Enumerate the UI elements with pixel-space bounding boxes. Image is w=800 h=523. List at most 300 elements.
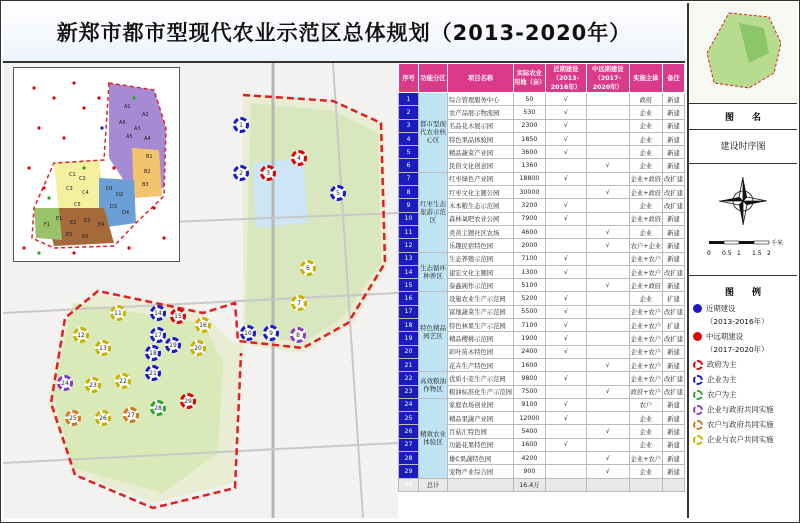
legend-sublabel: （2017-2020年） <box>706 345 769 354</box>
project-marker[interactable]: 19 <box>165 337 181 353</box>
long-term-check: √ <box>586 465 629 478</box>
inset-dot <box>42 186 45 189</box>
inset-zone-label: E3 <box>84 218 91 224</box>
row-number: 19 <box>399 332 419 345</box>
inset-zone-label: A2 <box>142 112 149 118</box>
project-marker[interactable]: 28 <box>150 400 166 416</box>
compass-scale <box>689 163 797 275</box>
long-term-check <box>586 332 629 345</box>
inset-zone-label: D2 <box>116 192 124 198</box>
overview-thumbnail <box>689 3 797 104</box>
thumbnail-map <box>689 3 797 103</box>
row-number: 1 <box>399 93 419 106</box>
figure-name: 建设时序图 <box>720 142 766 152</box>
implementing-body: 企业 <box>629 292 662 305</box>
near-term-check <box>545 225 586 238</box>
project-note: 新建 <box>663 345 685 358</box>
project-note: 新建 <box>663 132 685 145</box>
legend-label: 中远期建设 <box>706 332 743 341</box>
near-term-check: √ <box>545 93 586 106</box>
long-term-check <box>586 146 629 159</box>
inset-zone-label: A1 <box>124 104 131 110</box>
project-note: 新建 <box>663 93 685 106</box>
near-term-check <box>545 358 586 371</box>
row-number: 12 <box>399 239 419 252</box>
total-blank <box>629 478 662 491</box>
long-term-check: √ <box>586 425 629 438</box>
row-number: 27 <box>399 438 419 451</box>
implementing-body: 企业 <box>629 146 662 159</box>
table-header-cell: 中远期建设（2017-2020年） <box>586 64 629 93</box>
project-name: 功能花果特色园 <box>448 438 514 451</box>
legend-label: 企业与政府共同实施 <box>707 405 774 414</box>
inset-dot <box>100 126 103 129</box>
project-marker[interactable]: 5 <box>330 185 346 201</box>
project-name: 雄C果蔬特色园 <box>448 452 514 465</box>
inset-dot <box>27 166 30 169</box>
project-name: 特色林果生产示范园 <box>448 319 514 332</box>
row-number: 22 <box>399 372 419 385</box>
project-marker[interactable]: 22 <box>115 373 131 389</box>
project-marker[interactable]: 9 <box>263 325 279 341</box>
row-number: 10 <box>399 212 419 225</box>
inset-dot <box>127 246 130 249</box>
near-term-check <box>545 159 586 172</box>
row-number: 26 <box>399 425 419 438</box>
project-note: 新建 <box>663 465 685 478</box>
project-marker[interactable]: 1 <box>233 117 249 133</box>
inset-dot <box>37 126 40 129</box>
project-marker[interactable]: 21 <box>145 365 161 381</box>
table-row <box>399 372 685 385</box>
functional-zone: 生态循环种养区 <box>419 252 448 292</box>
planning-map <box>3 63 398 518</box>
project-marker[interactable]: 4 <box>291 150 307 166</box>
near-term-check <box>545 279 586 292</box>
long-term-check: √ <box>586 452 629 465</box>
project-note: 新建 <box>663 119 685 132</box>
figure-name-header <box>689 103 797 130</box>
legend-sublabel: （2013-2016年） <box>706 317 769 326</box>
functional-zone: 红枣生态旅游示范区 <box>419 172 448 252</box>
table-header-cell: 实施主体 <box>629 64 662 93</box>
near-term-check: √ <box>545 412 586 425</box>
implementing-body: 企业 <box>629 199 662 212</box>
project-name: 木本粮生态示范园 <box>448 199 514 212</box>
project-marker[interactable]: 2 <box>233 165 249 181</box>
inset-dot <box>32 86 35 89</box>
long-term-check <box>586 106 629 119</box>
row-number: 13 <box>399 252 419 265</box>
project-note: 新建 <box>663 239 685 252</box>
inset-dot <box>72 81 75 84</box>
row-number: 4 <box>399 132 419 145</box>
legend-item <box>693 389 737 400</box>
project-area: 2300 <box>513 119 545 132</box>
project-area: 18800 <box>513 172 545 185</box>
inset-zone-label: A4 <box>144 136 151 142</box>
long-term-check <box>586 398 629 411</box>
project-area: 5500 <box>513 305 545 318</box>
inset-zone-label: C1 <box>69 172 76 178</box>
long-term-check <box>586 252 629 265</box>
project-note: 改扩建 <box>663 305 685 318</box>
project-area: 7100 <box>513 252 545 265</box>
project-marker[interactable]: 17 <box>150 327 166 343</box>
scale-tick-label: 0 <box>707 250 711 257</box>
long-term-check: √ <box>586 159 629 172</box>
scale-tick-label: 1.5 <box>752 250 762 257</box>
functional-zone: 特色精品园艺区 <box>419 292 448 372</box>
table-row <box>399 93 685 106</box>
project-area: 1600 <box>513 358 545 371</box>
project-marker[interactable]: 11 <box>110 305 126 321</box>
project-marker[interactable]: 12 <box>73 327 89 343</box>
project-name: 泰鑫阁作示范园 <box>448 279 514 292</box>
project-area: 1300 <box>513 265 545 278</box>
table-row <box>399 292 685 305</box>
legend-dot-icon <box>693 332 702 341</box>
project-note: 改扩建 <box>663 372 685 385</box>
inset-zone-label: C4 <box>82 190 89 196</box>
project-area: 3200 <box>513 199 545 212</box>
project-area: 9800 <box>513 372 545 385</box>
project-marker[interactable]: 26 <box>95 410 111 426</box>
row-number: 24 <box>399 398 419 411</box>
project-note: 改扩建 <box>663 265 685 278</box>
legend-item <box>693 331 743 342</box>
project-name: 精品樱桃示范园 <box>448 332 514 345</box>
legend-box <box>689 275 797 518</box>
near-term-check: √ <box>545 319 586 332</box>
project-name: 红枣文化主题公园 <box>448 186 514 199</box>
implementing-body: 企业+农户 <box>629 372 662 385</box>
project-area: 5100 <box>513 279 545 292</box>
inset-zone-label: D3 <box>110 204 118 210</box>
row-number: 29 <box>399 465 419 478</box>
implementing-body: 企业+农户 <box>629 358 662 371</box>
project-marker[interactable]: 20 <box>190 340 206 356</box>
legend-ring-icon <box>693 390 703 400</box>
project-name: 综合管理服务中心 <box>448 93 514 106</box>
row-number: 21 <box>399 358 419 371</box>
project-area: 5200 <box>513 292 545 305</box>
long-term-check <box>586 265 629 278</box>
project-note: 扩建 <box>663 319 685 332</box>
implementing-body: 政府+农户 <box>629 385 662 398</box>
long-term-check <box>586 372 629 385</box>
project-area: 4200 <box>513 452 545 465</box>
legend-label: 近期建设 <box>706 304 736 313</box>
near-term-check: √ <box>545 132 586 145</box>
near-term-check: √ <box>545 119 586 132</box>
legend-ring-icon <box>693 420 703 430</box>
table-total-row <box>399 478 685 491</box>
legend-label: 企业与农户共同实施 <box>707 435 774 444</box>
inset-zone-label: E1 <box>56 216 63 222</box>
project-marker[interactable]: 3 <box>260 165 276 181</box>
row-number: 18 <box>399 319 419 332</box>
row-number: 30 <box>399 478 419 491</box>
project-name: 乐趣民宿特色园 <box>448 239 514 252</box>
implementing-body: 企业+农户 <box>629 452 662 465</box>
inset-dot <box>132 96 135 99</box>
implementing-body: 企业 <box>629 225 662 238</box>
legend-label: 农户与政府共同实施 <box>707 420 774 429</box>
project-area: 530 <box>513 106 545 119</box>
project-name: 生态养殖示范园 <box>448 252 514 265</box>
project-marker[interactable]: 25 <box>65 410 81 426</box>
implementing-body: 农户 <box>629 398 662 411</box>
inset-zone-label: E4 <box>98 222 105 228</box>
inset-canvas <box>14 68 179 261</box>
project-name: 精品蔬菜产业园 <box>448 146 514 159</box>
inset-zone-label: B1 <box>146 154 153 160</box>
inset-zone-label: C5 <box>74 202 81 208</box>
project-marker[interactable]: 10 <box>240 325 256 341</box>
project-note: 新建 <box>663 452 685 465</box>
total-blank <box>448 478 514 491</box>
implementing-body: 企业 <box>629 119 662 132</box>
project-marker[interactable]: 16 <box>195 317 211 333</box>
long-term-check <box>586 119 629 132</box>
total-label: 总计 <box>419 478 448 491</box>
legend-ring-icon <box>693 435 703 445</box>
project-note: 新建 <box>663 412 685 425</box>
project-marker[interactable]: 6 <box>300 260 316 276</box>
project-note: 新建 <box>663 252 685 265</box>
page-title: 新郑市都市型现代农业示范区总体规划（2013-2020年） <box>56 21 632 45</box>
legend-item <box>693 359 737 370</box>
inset-dot <box>97 96 100 99</box>
long-term-check <box>586 412 629 425</box>
long-term-check <box>586 438 629 451</box>
row-number: 5 <box>399 146 419 159</box>
inset-dot <box>162 236 165 239</box>
scale-tick-label: 0.5 <box>722 250 732 257</box>
project-note: 新建 <box>663 106 685 119</box>
project-name: 彩叶苗木特色园 <box>448 345 514 358</box>
project-note: 改扩建 <box>663 199 685 212</box>
project-marker[interactable]: 24 <box>57 375 73 391</box>
inset-dot <box>37 251 40 254</box>
row-number: 23 <box>399 385 419 398</box>
inset-zone-label: E5 <box>66 232 73 238</box>
zone-inset-map <box>13 67 180 262</box>
table-header-cell: 备注 <box>663 64 685 93</box>
table-header-cell: 近期建设（2013-2016年） <box>545 64 586 93</box>
implementing-body: 企业+政府 <box>629 186 662 199</box>
implementing-body: 企业+农户 <box>629 265 662 278</box>
row-number: 28 <box>399 452 419 465</box>
long-term-check <box>586 212 629 225</box>
inset-zone-label: B2 <box>144 169 151 175</box>
row-number: 14 <box>399 265 419 278</box>
project-area: 3600 <box>513 146 545 159</box>
project-area: 12000 <box>513 412 545 425</box>
project-note: 新建 <box>663 225 685 238</box>
project-name: 名品花木展示园 <box>448 119 514 132</box>
project-note: 改扩建 <box>663 332 685 345</box>
row-number: 15 <box>399 279 419 292</box>
row-number: 20 <box>399 345 419 358</box>
inset-dot <box>22 246 25 249</box>
figure-name-box <box>689 129 797 164</box>
table-body <box>399 93 685 492</box>
project-marker[interactable]: 27 <box>123 407 139 423</box>
project-marker[interactable]: 29 <box>180 393 196 409</box>
project-marker[interactable]: 7 <box>291 295 307 311</box>
near-term-check <box>545 385 586 398</box>
project-note: 改扩建 <box>663 385 685 398</box>
implementing-body: 企业+农户 <box>629 332 662 345</box>
near-term-check: √ <box>545 252 586 265</box>
near-term-check: √ <box>545 398 586 411</box>
project-area: 1900 <box>513 332 545 345</box>
project-area: 2000 <box>513 239 545 252</box>
long-term-check: √ <box>586 279 629 292</box>
total-blank <box>663 478 685 491</box>
figure-name-label: 图 名 <box>724 113 761 123</box>
project-marker[interactable]: 8 <box>290 327 306 343</box>
near-term-check <box>545 425 586 438</box>
row-number: 17 <box>399 305 419 318</box>
compass-box <box>689 163 797 276</box>
project-marker[interactable]: 14 <box>150 305 166 321</box>
project-name: 家庭农场创业园 <box>448 398 514 411</box>
total-blank <box>586 478 629 491</box>
project-name: 红枣绿色产业园 <box>448 172 514 185</box>
inset-dot <box>62 136 65 139</box>
near-term-check <box>545 186 586 199</box>
implementing-body: 企业 <box>629 438 662 451</box>
legend-item <box>693 434 774 445</box>
implementing-body: 企业+农户 <box>629 305 662 318</box>
inset-zone-label: F1 <box>44 222 51 228</box>
near-term-check: √ <box>545 372 586 385</box>
legend-ring-icon <box>693 405 703 415</box>
north-arrow-icon <box>719 177 767 225</box>
long-term-check <box>586 345 629 358</box>
project-area: 30000 <box>513 186 545 199</box>
near-term-check: √ <box>545 106 586 119</box>
scale-tick-label: 2 <box>767 250 771 257</box>
project-name: 百菇汇特色园 <box>448 425 514 438</box>
legend-item <box>693 404 774 415</box>
project-marker[interactable]: 13 <box>95 340 111 356</box>
long-term-check <box>586 305 629 318</box>
scale-tick-label: 1 <box>737 250 741 257</box>
project-name: 宠物产业综合园 <box>448 465 514 478</box>
project-note: 新建 <box>663 358 685 371</box>
long-term-check <box>586 292 629 305</box>
table-header-cell: 项目名称 <box>448 64 514 93</box>
near-term-check: √ <box>545 305 586 318</box>
table-header-row <box>399 64 685 93</box>
implementing-body: 企业+政府 <box>629 172 662 185</box>
project-marker[interactable]: 15 <box>170 308 186 324</box>
row-number: 2 <box>399 106 419 119</box>
long-term-check: √ <box>586 186 629 199</box>
legend-item <box>693 419 774 430</box>
project-note: 新建 <box>663 279 685 292</box>
long-term-check: √ <box>586 225 629 238</box>
project-name: 花卉生产特色园 <box>448 358 514 371</box>
near-term-check <box>545 465 586 478</box>
project-name: 特色果品体验园 <box>448 132 514 145</box>
legend-item <box>693 374 737 385</box>
project-area: 1600 <box>513 438 545 451</box>
legend-item <box>693 303 736 314</box>
project-area: 1850 <box>513 132 545 145</box>
project-note: 新建 <box>663 425 685 438</box>
project-area: 1360 <box>513 159 545 172</box>
inset-zone-label: C3 <box>66 186 73 192</box>
row-number: 3 <box>399 119 419 132</box>
row-number: 9 <box>399 199 419 212</box>
project-marker[interactable]: 23 <box>85 377 101 393</box>
table-row <box>399 252 685 265</box>
total-blank <box>545 478 586 491</box>
implementing-body: 企业 <box>629 425 662 438</box>
row-number: 7 <box>399 172 419 185</box>
project-name: 粮油标准化生产示范园 <box>448 385 514 398</box>
project-marker[interactable]: 18 <box>145 345 161 361</box>
project-area: 50 <box>513 93 545 106</box>
implementing-body: 企业 <box>629 412 662 425</box>
project-area: 5400 <box>513 425 545 438</box>
implementing-body: 企业 <box>629 132 662 145</box>
inset-dot <box>152 206 155 209</box>
long-term-check <box>586 132 629 145</box>
project-name: 农产品展示物流园 <box>448 106 514 119</box>
total-area: 16.4万 <box>513 478 545 491</box>
long-term-check: √ <box>586 358 629 371</box>
inset-zone-label: A3 <box>134 126 141 132</box>
inset-zone-label: E2 <box>70 220 77 226</box>
inset-dot <box>47 196 50 199</box>
long-term-check <box>586 93 629 106</box>
near-term-check: √ <box>545 265 586 278</box>
implementing-body: 企业+农户 <box>629 319 662 332</box>
project-name: 优质小麦生产示范园 <box>448 372 514 385</box>
legend-label: 政府为主 <box>707 360 737 369</box>
implementing-body: 企业 <box>629 106 662 119</box>
legend-ring-icon <box>693 375 703 385</box>
near-term-check: √ <box>545 172 586 185</box>
project-area: 2400 <box>513 345 545 358</box>
project-name: 民俗文化创意园 <box>448 159 514 172</box>
functional-zone: 精致农业体验区 <box>419 398 448 478</box>
near-term-check: √ <box>545 146 586 159</box>
project-note: 新建 <box>663 159 685 172</box>
functional-zone: 高效粮油作物区 <box>419 372 448 399</box>
implementing-body: 企业 <box>629 159 662 172</box>
project-note: 改扩建 <box>663 186 685 199</box>
table-header-cell: 实际农业用地（亩） <box>513 64 545 93</box>
legend-label: 企业为主 <box>707 375 737 384</box>
near-term-check: √ <box>545 332 586 345</box>
long-term-check <box>586 319 629 332</box>
inset-dot <box>112 166 115 169</box>
implementing-body: 企业+政府 <box>629 212 662 225</box>
implementing-body: 农户+企业 <box>629 239 662 252</box>
table-row <box>399 172 685 185</box>
row-number: 16 <box>399 292 419 305</box>
project-name: 精品果蔬产业园 <box>448 412 514 425</box>
near-term-check: √ <box>545 438 586 451</box>
table-row <box>399 398 685 411</box>
